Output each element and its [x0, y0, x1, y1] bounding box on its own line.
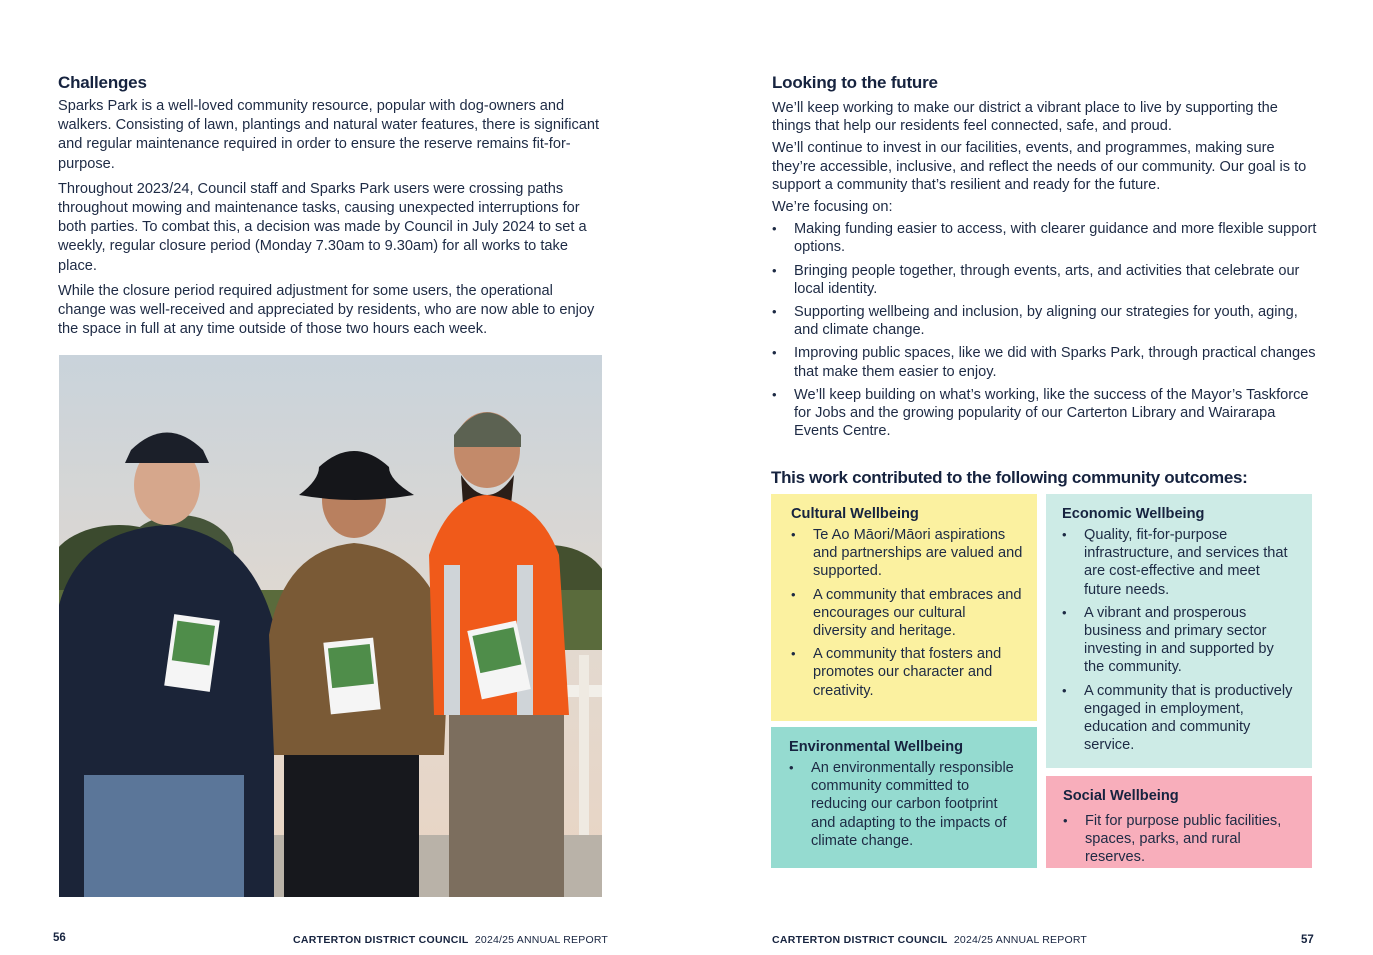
list-item: • A community that embraces and encourages our cultural diversity and heritage.: [791, 586, 1023, 641]
focus-list: [772, 220, 1317, 440]
list-item: • Quality, fit-for-purpose infrastructure, and services that are cost-effective and meet future needs.: [1062, 526, 1298, 599]
cultural-wellbeing-title: Cultural Wellbeing: [791, 506, 919, 522]
list-item: • Making funding easier to access, with clearer guidance and more flexible support options.: [772, 220, 1317, 256]
list-item: • A community that is productively engaged in employment, education and community service.: [1062, 682, 1298, 755]
list-item: • We’ll keep building on what’s working, like the success of the Mayor’s Taskforce for Jobs and the growing popularity of our Carterton Library and Wairarapa Events Centre.: [772, 386, 1317, 441]
economic-wellbeing-box: [1046, 494, 1312, 768]
challenges-paragraph-3: While the closure period required adjustment for some users, the operational change was well-received and appreciated by residents, who are now able to enjoy the space in full at any time outside of those two hours each week.: [58, 282, 595, 338]
sparks-park-photo: [59, 355, 602, 897]
challenges-heading: Challenges: [58, 73, 147, 92]
economic-wellbeing-title: Economic Wellbeing: [1062, 506, 1205, 522]
social-wellbeing-box: [1046, 776, 1312, 868]
future-paragraph-1: We’ll keep working to make our district a vibrant place to live by supporting the things that help our residents feel connected, safe, and proud.: [772, 100, 1278, 135]
list-item: • A vibrant and prosperous business and primary sector investing in and supported by the community.: [1062, 604, 1298, 677]
future-paragraph-2: We’ll continue to invest in our facilities, events, and programmes, making sure they’re accessible, inclusive, and reflect the needs of our community. Our goal is to support a community that’s resilient and ready for the future.: [772, 140, 1307, 193]
cultural-wellbeing-box: [771, 494, 1037, 721]
footer-org-right: CARTERTON DISTRICT COUNCIL: [772, 934, 948, 946]
environmental-wellbeing-title: Environmental Wellbeing: [789, 739, 964, 755]
challenges-paragraph-1: Sparks Park is a well-loved community resource, popular with dog-owners and walkers. Consisting of lawn, plantings and natural water features, there is significant and regular maintenance required in order to ensure the reserve remains fit-for-purpose.: [58, 98, 600, 172]
footer-org-left: CARTERTON DISTRICT COUNCIL: [293, 934, 469, 946]
challenges-paragraph-2: Throughout 2023/24, Council staff and Sparks Park users were crossing paths throughout mowing and maintenance tasks, causing unexpected interruptions for both parties. To combat this, a decision was made by Council in July 2024 to set a weekly, regular closure period (Monday 7.30am to 9.30am) for all works to take place.: [58, 180, 587, 274]
list-item: • Te Ao Māori/Māori aspirations and partnerships are valued and supported.: [791, 526, 1023, 581]
future-heading: Looking to the future: [772, 73, 938, 92]
footer-left: [293, 934, 608, 946]
environmental-wellbeing-box: [771, 727, 1037, 868]
list-item: • Improving public spaces, like we did with Sparks Park, through practical changes that make them easier to enjoy.: [772, 344, 1317, 380]
list-item: • A community that fosters and promotes our character and creativity.: [791, 645, 1023, 700]
page-number-right: 57: [1301, 934, 1314, 946]
list-item: • Bringing people together, through events, arts, and activities that celebrate our local identity.: [772, 262, 1317, 298]
list-item: • An environmentally responsible community committed to reducing our carbon footprint and adapting to the impacts of climate change.: [789, 759, 1023, 850]
outcomes-heading: This work contributed to the following community outcomes:: [771, 468, 1248, 487]
footer-report-right: 2024/25 ANNUAL REPORT: [953, 934, 1088, 946]
list-item: • Supporting wellbeing and inclusion, by aligning our strategies for youth, aging, and climate change.: [772, 303, 1317, 339]
page-number-left: 56: [53, 932, 66, 944]
list-item: • Fit for purpose public facilities, spaces, parks, and rural reserves.: [1063, 812, 1298, 867]
footer-report-left: 2024/25 ANNUAL REPORT: [474, 934, 609, 946]
left-column: [58, 73, 603, 345]
right-column: [772, 73, 1317, 445]
future-paragraph-3: We’re focusing on:: [772, 199, 893, 216]
social-wellbeing-title: Social Wellbeing: [1063, 788, 1179, 804]
footer-right: [772, 934, 1087, 946]
